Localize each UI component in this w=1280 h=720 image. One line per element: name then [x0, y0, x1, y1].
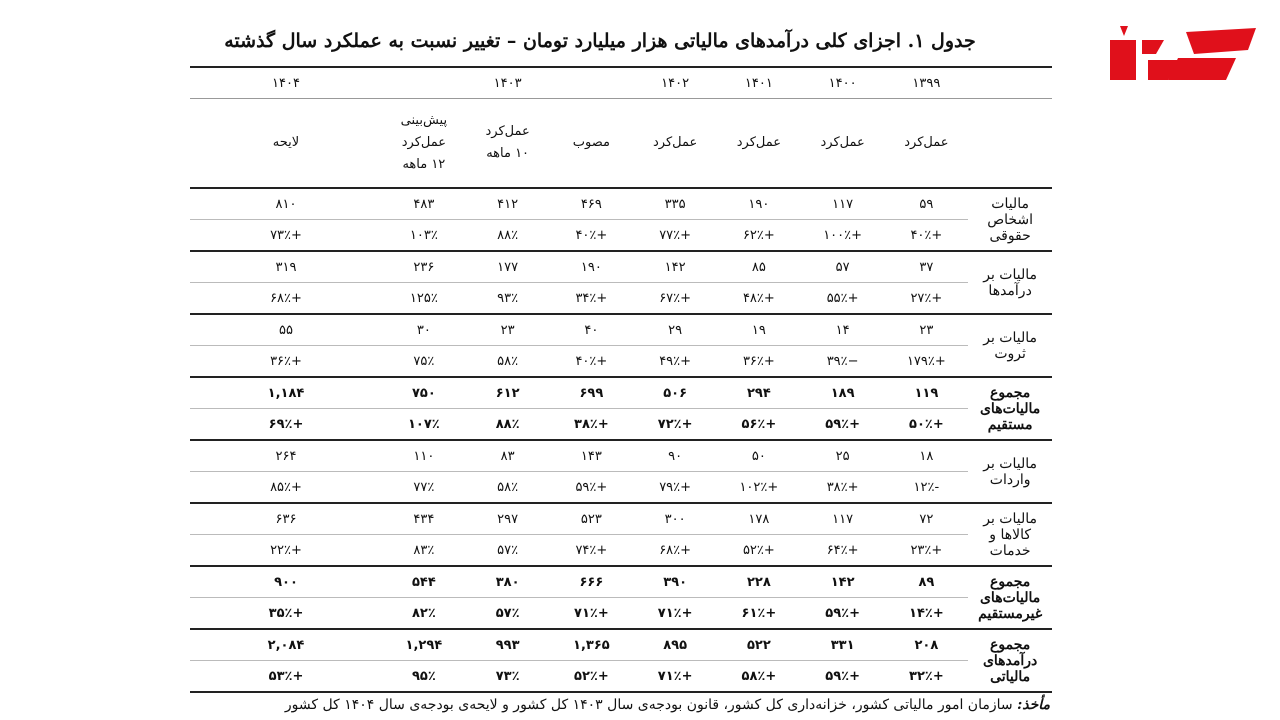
row-label: مجموع درآمدهای مالیاتی [968, 629, 1052, 692]
value-cell: ۲۳۶ [382, 251, 466, 283]
change-cell: +۸۵٪ [190, 472, 382, 504]
change-cell: +۵۰٪ [885, 409, 969, 441]
value-cell: ۱۷۷ [466, 251, 550, 283]
change-cell: ۵۸٪ [466, 346, 550, 378]
table-row-change [190, 661, 1052, 693]
table-row [190, 440, 1052, 472]
value-cell: ۹۹۳ [466, 629, 550, 661]
value-cell: ۱۱۷ [801, 503, 885, 535]
value-cell: ۸۹۵ [633, 629, 717, 661]
value-cell: ۷۲ [885, 503, 969, 535]
change-cell: +۷۴٪ [550, 535, 634, 567]
subheader-line: عمل‌کرد [904, 135, 949, 150]
value-cell: ۱۱۰ [382, 440, 466, 472]
source-text: سازمان امور مالیاتی کشور، خزانه‌داری کل کشور، قانون بودجه‌ی سال ۱۴۰۳ کل کشور و لایحه‌ی بودجه‌ی سال ۱۴۰۴ کل کشور [284, 697, 1013, 713]
change-cell: +۳۶٪ [717, 346, 801, 378]
table-row [190, 314, 1052, 346]
year-header-cell: ۱۴۰۴ [190, 67, 382, 99]
change-cell: +۲۳٪ [885, 535, 969, 567]
tax-revenue-table [190, 66, 1052, 693]
value-cell: ۸۱۰ [190, 188, 382, 220]
table-row-change [190, 346, 1052, 378]
value-cell: ۲۹۴ [717, 377, 801, 409]
change-cell: ۷۷٪ [382, 472, 466, 504]
row-label: مالیات بر درآمدها [968, 251, 1052, 314]
value-cell: ۱۸۹ [801, 377, 885, 409]
change-cell: ۷۵٪ [382, 346, 466, 378]
subheader-cell [190, 99, 382, 189]
value-cell: ۱۹۰ [717, 188, 801, 220]
site-logo[interactable] [1108, 24, 1258, 84]
year-header-cell [550, 67, 634, 99]
change-cell: +۷۳٪ [190, 220, 382, 252]
value-cell: ۱۴۳ [550, 440, 634, 472]
change-cell: +۶۹٪ [190, 409, 382, 441]
subheader-line: ۱۲ ماهه [402, 157, 446, 172]
change-cell: +۷۹٪ [633, 472, 717, 504]
change-cell: +۳۵٪ [190, 598, 382, 630]
change-cell: ۱۰۷٪ [382, 409, 466, 441]
table-row-change [190, 220, 1052, 252]
table-row [190, 377, 1052, 409]
change-cell: +۵۵٪ [801, 283, 885, 315]
value-cell: ۵۴۴ [382, 566, 466, 598]
value-cell: ۱,۱۸۴ [190, 377, 382, 409]
label-header-cell [968, 67, 1052, 99]
subheader-line: عمل‌کرد [485, 124, 530, 139]
change-cell: +۶۴٪ [801, 535, 885, 567]
change-cell: ۵۸٪ [466, 472, 550, 504]
change-cell: +۶۲٪ [717, 220, 801, 252]
change-cell: ۵۷٪ [466, 535, 550, 567]
change-cell: ۸۲٪ [382, 598, 466, 630]
change-cell: ۹۵٪ [382, 661, 466, 693]
change-cell: -۱۲٪ [885, 472, 969, 504]
value-cell: ۹۰ [633, 440, 717, 472]
value-cell: ۱۴۲ [633, 251, 717, 283]
change-cell: +۱۰۰٪ [801, 220, 885, 252]
change-cell: ۵۷٪ [466, 598, 550, 630]
value-cell: ۲۹ [633, 314, 717, 346]
table-row-change [190, 409, 1052, 441]
value-cell: ۲۳ [466, 314, 550, 346]
value-cell: ۵۰ [717, 440, 801, 472]
change-cell: ۱۲۵٪ [382, 283, 466, 315]
change-cell: +۴۸٪ [717, 283, 801, 315]
table-row [190, 503, 1052, 535]
value-cell: ۶۳۶ [190, 503, 382, 535]
value-cell: ۱۹ [717, 314, 801, 346]
table-row [190, 566, 1052, 598]
row-label: مجموع مالیات‌های مستقیم [968, 377, 1052, 440]
source-label: مأخذ: [1017, 697, 1050, 713]
change-cell: +۲۷٪ [885, 283, 969, 315]
source-note [260, 696, 1050, 714]
change-cell: +۳۲٪ [885, 661, 969, 693]
change-cell: +۷۱٪ [550, 598, 634, 630]
year-header-cell: ۱۴۰۰ [801, 67, 885, 99]
value-cell: ۵۷ [801, 251, 885, 283]
change-cell: +۳۸٪ [801, 472, 885, 504]
value-cell: ۶۹۹ [550, 377, 634, 409]
year-header-cell: ۱۴۰۱ [717, 67, 801, 99]
value-cell: ۵۵ [190, 314, 382, 346]
value-cell: ۴۸۳ [382, 188, 466, 220]
change-cell: +۵۶٪ [717, 409, 801, 441]
table-title: جدول ۱. اجزای کلی درآمدهای مالیاتی هزار میلیارد تومان – تغییر نسبت به عملکرد سال گذشته [224, 30, 976, 52]
value-cell: ۱,۲۹۴ [382, 629, 466, 661]
subheader-cell [382, 99, 466, 189]
value-cell: ۳۸۰ [466, 566, 550, 598]
change-cell: +۵۲٪ [717, 535, 801, 567]
row-label: مالیات اشخاص حقوقی [968, 188, 1052, 251]
subheader-cell [466, 99, 550, 189]
value-cell: ۱۸ [885, 440, 969, 472]
row-label: مجموع مالیات‌های غیرمستقیم [968, 566, 1052, 629]
value-cell: ۸۳ [466, 440, 550, 472]
value-cell: ۲,۰۸۴ [190, 629, 382, 661]
value-cell: ۱۱۹ [885, 377, 969, 409]
subheader-cell [717, 99, 801, 189]
subheader-cell [801, 99, 885, 189]
change-cell: ۱۰۳٪ [382, 220, 466, 252]
subheader-line: عمل‌کرد [820, 135, 865, 150]
value-cell: ۱,۳۶۵ [550, 629, 634, 661]
change-cell: ۷۳٪ [466, 661, 550, 693]
change-cell: +۵۹٪ [801, 409, 885, 441]
change-cell: +۳۶٪ [190, 346, 382, 378]
change-cell: +۵۹٪ [550, 472, 634, 504]
value-cell: ۲۶۴ [190, 440, 382, 472]
subheader-row [190, 99, 1052, 189]
value-cell: ۸۹ [885, 566, 969, 598]
value-cell: ۳۰ [382, 314, 466, 346]
subheader-line: عمل‌کرد [736, 135, 782, 150]
value-cell: ۱۴۲ [801, 566, 885, 598]
subheader-cell [633, 99, 717, 189]
change-cell: +۵۲٪ [550, 661, 634, 693]
year-header-cell: ۱۴۰۳ [466, 67, 550, 99]
change-cell: +۵۸٪ [717, 661, 801, 693]
subheader-line: عمل‌کرد [401, 135, 447, 150]
change-cell: +۵۹٪ [801, 661, 885, 693]
value-cell: ۴۰ [550, 314, 634, 346]
change-cell: +۴۰٪ [885, 220, 969, 252]
table-row-change [190, 598, 1052, 630]
value-cell: ۴۳۴ [382, 503, 466, 535]
table-row-change [190, 472, 1052, 504]
subheader-line: لایحه [272, 135, 300, 150]
value-cell: ۱۹۰ [550, 251, 634, 283]
change-cell: +۴۰٪ [550, 346, 634, 378]
value-cell: ۲۹۷ [466, 503, 550, 535]
change-cell: −۳۹٪ [801, 346, 885, 378]
change-cell: +۱۷۹٪ [885, 346, 969, 378]
change-cell: +۵۳٪ [190, 661, 382, 693]
value-cell: ۳۱۹ [190, 251, 382, 283]
change-cell: +۷۱٪ [633, 598, 717, 630]
value-cell: ۲۲۸ [717, 566, 801, 598]
subheader-cell [550, 99, 634, 189]
change-cell: +۳۴٪ [550, 283, 634, 315]
row-label: مالیات بر واردات [968, 440, 1052, 503]
change-cell: +۶۸٪ [190, 283, 382, 315]
change-cell: +۷۷٪ [633, 220, 717, 252]
value-cell: ۸۵ [717, 251, 801, 283]
value-cell: ۴۱۲ [466, 188, 550, 220]
value-cell: ۱۷۸ [717, 503, 801, 535]
value-cell: ۱۱۷ [801, 188, 885, 220]
change-cell: +۶۱٪ [717, 598, 801, 630]
value-cell: ۳۹۰ [633, 566, 717, 598]
table-row [190, 251, 1052, 283]
change-cell: +۱۰۲٪ [717, 472, 801, 504]
value-cell: ۲۳ [885, 314, 969, 346]
subheader-line: عمل‌کرد [652, 135, 698, 150]
change-cell: +۷۲٪ [633, 409, 717, 441]
year-header-cell: ۱۳۹۹ [885, 67, 969, 99]
change-cell: ۸۳٪ [382, 535, 466, 567]
subheader-line: ۱۰ ماهه [486, 146, 530, 161]
value-cell: ۵۲۲ [717, 629, 801, 661]
change-cell: ۹۳٪ [466, 283, 550, 315]
change-cell: +۴۹٪ [633, 346, 717, 378]
change-cell: +۶۸٪ [633, 535, 717, 567]
change-cell: +۴۰٪ [550, 220, 634, 252]
table-row-change [190, 283, 1052, 315]
value-cell: ۷۵۰ [382, 377, 466, 409]
table-row-change [190, 535, 1052, 567]
value-cell: ۹۰۰ [190, 566, 382, 598]
change-cell: ۸۸٪ [466, 409, 550, 441]
change-cell: +۶۷٪ [633, 283, 717, 315]
change-cell: ۸۸٪ [466, 220, 550, 252]
subheader-line: مصوب [572, 135, 610, 150]
value-cell: ۵۹ [885, 188, 969, 220]
value-cell: ۵۲۳ [550, 503, 634, 535]
value-cell: ۳۳۵ [633, 188, 717, 220]
label-subheader-cell [968, 99, 1052, 189]
subheader-cell [885, 99, 969, 189]
value-cell: ۳۰۰ [633, 503, 717, 535]
change-cell: +۳۸٪ [550, 409, 634, 441]
change-cell: +۱۴٪ [885, 598, 969, 630]
value-cell: ۶۶۶ [550, 566, 634, 598]
change-cell: +۲۲٪ [190, 535, 382, 567]
table-row [190, 629, 1052, 661]
table-row [190, 188, 1052, 220]
value-cell: ۲۵ [801, 440, 885, 472]
value-cell: ۳۷ [885, 251, 969, 283]
year-header-cell [382, 67, 466, 99]
value-cell: ۴۶۹ [550, 188, 634, 220]
subheader-line: پیش‌بینی [400, 113, 448, 128]
year-header-row [190, 67, 1052, 99]
value-cell: ۱۴ [801, 314, 885, 346]
value-cell: ۶۱۲ [466, 377, 550, 409]
value-cell: ۵۰۶ [633, 377, 717, 409]
change-cell: +۷۱٪ [633, 661, 717, 693]
year-header-cell: ۱۴۰۲ [633, 67, 717, 99]
row-label: مالیات بر کالاها و خدمات [968, 503, 1052, 566]
value-cell: ۲۰۸ [885, 629, 969, 661]
row-label: مالیات بر ثروت [968, 314, 1052, 377]
value-cell: ۳۳۱ [801, 629, 885, 661]
change-cell: +۵۹٪ [801, 598, 885, 630]
